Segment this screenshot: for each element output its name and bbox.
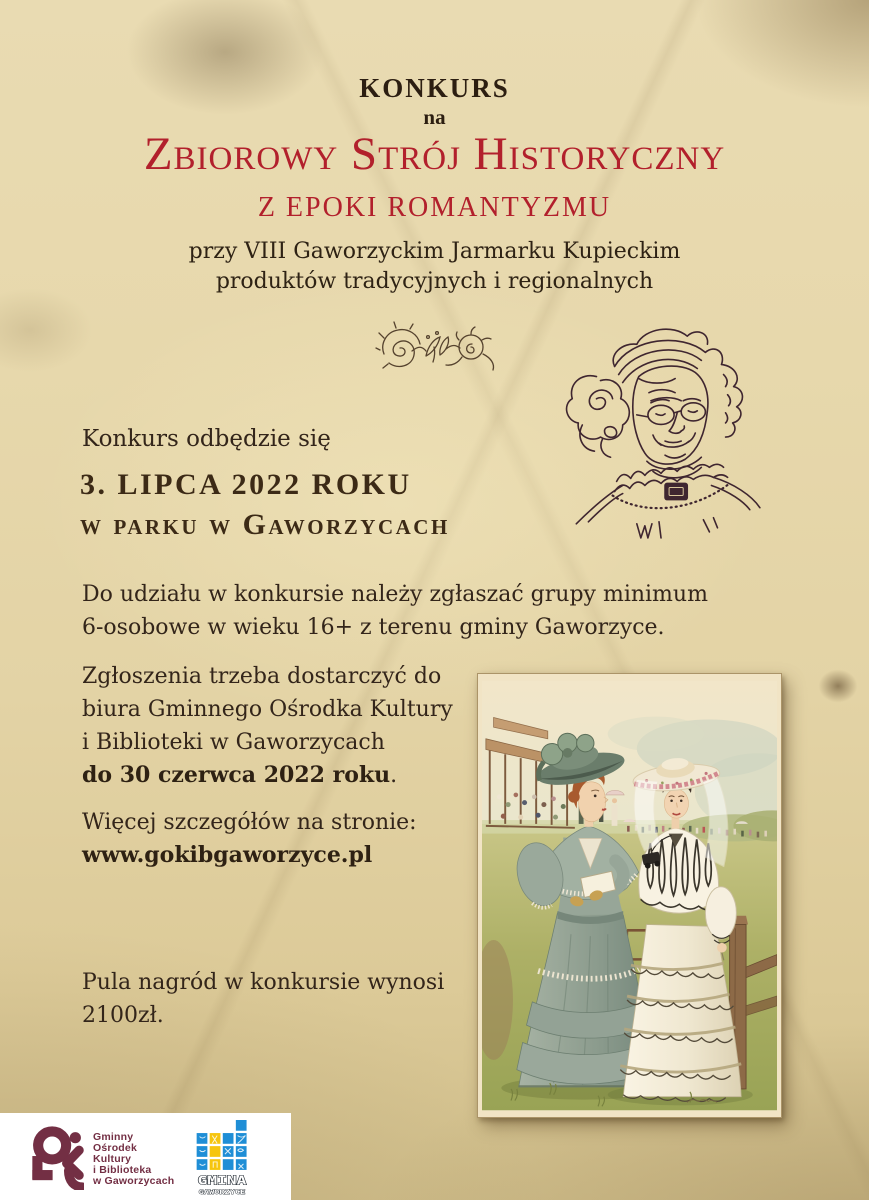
submission-line: Zgłoszenia trzeba dostarczyć do bbox=[82, 664, 442, 689]
submission-line: biura Gminnego Ośrodka Kultury bbox=[82, 697, 453, 722]
gmina-logo-subtitle: GAWORZYCE bbox=[198, 1189, 246, 1197]
details-label: Więcej szczegółów na stronie: bbox=[82, 810, 417, 835]
poster-title: Zbiorowy Strój Historyczny bbox=[143, 128, 726, 180]
poster-subtitle-line1: przy VIII Gaworzyckim Jarmarku Kupieckim bbox=[188, 239, 681, 264]
deadline-period: . bbox=[390, 763, 398, 788]
event-place: w parku w Gaworzycach bbox=[80, 508, 450, 541]
gok-logo-icon bbox=[28, 1124, 84, 1190]
prize-line: Pula nagród w konkursie wynosi bbox=[82, 970, 445, 995]
poster-conjunction: na bbox=[423, 105, 446, 129]
logo-bar bbox=[0, 1113, 291, 1200]
participation-paragraph bbox=[82, 578, 722, 644]
event-intro: Konkurs odbędzie się bbox=[82, 426, 331, 452]
floral-flourish-ornament bbox=[374, 320, 498, 376]
two-edwardian-ladies-illustration bbox=[482, 678, 777, 1113]
submission-line: i Biblioteki w Gaworzycach bbox=[82, 730, 385, 755]
event-date: 3. LIPCA 2022 ROKU bbox=[80, 468, 412, 501]
prize-line: 2100zł. bbox=[82, 1003, 164, 1028]
gok-logo-line: w Gaworzycach bbox=[93, 1175, 175, 1187]
gok-logo-line: Gminny bbox=[93, 1131, 134, 1143]
poster-title-epoch: Z EPOKI ROMANTYZMU bbox=[257, 192, 612, 223]
participation-line: Do udziału w konkursie należy zgłaszać grupy minimum bbox=[82, 582, 708, 607]
poster-kicker: KONKURS bbox=[359, 73, 510, 103]
poster-subtitle-line2: produktów tradycyjnych i regionalnych bbox=[215, 269, 654, 294]
website-url: www.gokibgaworzyce.pl bbox=[82, 842, 373, 868]
participation-line: 6-osobowe w wieku 16+ z terenu gminy Gaworzyce. bbox=[82, 615, 665, 640]
gok-logo-line: Kultury bbox=[93, 1153, 132, 1165]
gok-logo-line: Ośrodek bbox=[93, 1142, 137, 1154]
gmina-gaworzyce-logo bbox=[196, 1120, 248, 1198]
gok-logo-line: i Biblioteka bbox=[93, 1164, 152, 1176]
gok-logo-text bbox=[93, 1132, 174, 1187]
deadline-bold: do 30 czerwca 2022 roku bbox=[82, 762, 391, 788]
gmina-logo-title: GMINA bbox=[197, 1172, 247, 1188]
old-lady-sketch-illustration bbox=[552, 314, 766, 548]
vintage-fashion-postcard bbox=[477, 673, 782, 1118]
